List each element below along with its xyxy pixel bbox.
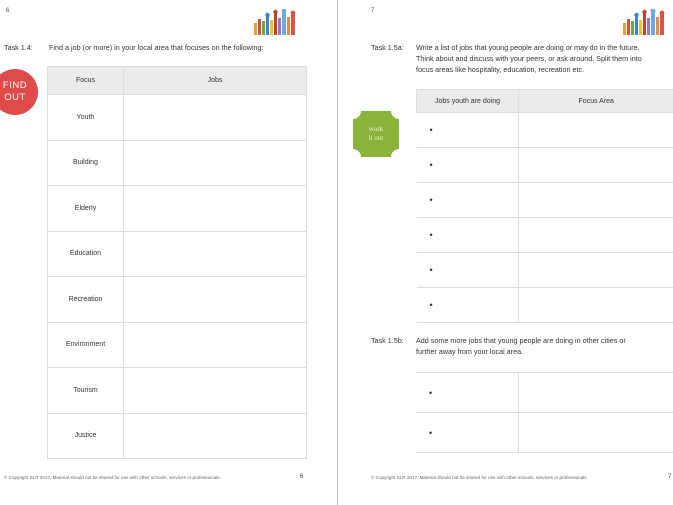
task-text-line-2: further away from your local area. (416, 347, 524, 356)
jobs-cell[interactable] (124, 95, 307, 141)
job-cell[interactable] (417, 113, 519, 148)
task-text-line-3: focus areas like hospitality, education, recreation etc. (416, 65, 585, 74)
table-row (417, 183, 673, 218)
bullet: • (429, 160, 433, 170)
focus-area-cell[interactable] (519, 148, 673, 183)
task-label: Task 1.5b: (371, 336, 404, 345)
focus-cell: Tourism (48, 368, 124, 414)
focus-cell: Youth (48, 95, 124, 141)
table-row (417, 218, 673, 253)
footer-page-number: 7 (668, 474, 672, 480)
table-row (417, 113, 673, 148)
find-out-badge (0, 69, 38, 115)
work-it-out-badge (353, 111, 399, 157)
table-row (417, 288, 673, 323)
focus-area-cell[interactable] (519, 218, 673, 253)
focus-cell: Education (48, 231, 124, 277)
job-cell[interactable] (417, 148, 519, 183)
raised-hands-logo-icon (252, 9, 298, 35)
table-row (48, 140, 307, 186)
badge-line-1: work (368, 125, 384, 133)
right-page (338, 0, 673, 505)
table-row (417, 253, 673, 288)
jobs-cell[interactable] (124, 322, 307, 368)
table-row (416, 413, 673, 453)
focus-area-cell[interactable] (518, 413, 673, 453)
badge-line-2: OUT (4, 92, 26, 103)
job-cell[interactable] (417, 218, 519, 253)
jobs-cell[interactable] (124, 231, 307, 277)
table-row (416, 373, 673, 413)
task-text-line-1: Write a list of jobs that young people are doing or may do in the future. (416, 43, 640, 52)
footer-page-number: 6 (300, 474, 304, 480)
focus-area-cell[interactable] (519, 253, 673, 288)
job-cell[interactable] (416, 373, 518, 413)
focus-cell: Justice (48, 413, 124, 459)
table-row (48, 231, 307, 277)
table-row (48, 413, 307, 459)
copyright-footer: © Copyright SLR 2017. Material should not be shared for use with other schools, services or professionals. (371, 475, 588, 480)
table-row (48, 277, 307, 323)
bullet: • (429, 125, 433, 135)
job-cell[interactable] (417, 183, 519, 218)
focus-area-cell[interactable] (519, 288, 673, 323)
task-text-line-1: Add some more jobs that young people are doing in other cities or (416, 336, 626, 345)
jobs-focus-table (416, 89, 673, 323)
jobs-cell[interactable] (124, 140, 307, 186)
column-header-focus: Focus (48, 67, 124, 95)
focus-jobs-table (47, 66, 307, 459)
page-number: 7 (371, 8, 375, 14)
copyright-footer: © Copyright SLR 2017. Material should not be shared for use with other schools, services or professionals. (4, 475, 221, 480)
raised-hands-logo-icon (621, 9, 667, 35)
jobs-cell[interactable] (124, 277, 307, 323)
focus-cell: Elderly (48, 186, 124, 232)
task-label: Task 1.5a: (371, 43, 404, 52)
table-row (48, 322, 307, 368)
bullet: • (429, 265, 433, 275)
table-row (48, 95, 307, 141)
job-cell[interactable] (417, 288, 519, 323)
jobs-cell[interactable] (124, 186, 307, 232)
column-header-jobs: Jobs youth are doing (417, 90, 519, 113)
badge-line-1: FIND (2, 80, 28, 91)
focus-cell: Building (48, 140, 124, 186)
badge-line-2: it out (368, 134, 384, 142)
focus-cell: Recreation (48, 277, 124, 323)
focus-area-cell[interactable] (519, 113, 673, 148)
bullet: • (429, 300, 433, 310)
page-number: 6 (6, 8, 10, 14)
more-jobs-table (416, 372, 673, 453)
bullet: • (429, 387, 433, 398)
job-cell[interactable] (417, 253, 519, 288)
table-row (48, 368, 307, 414)
focus-cell: Environment (48, 322, 124, 368)
job-cell[interactable] (416, 413, 518, 453)
task-text-line-2: Think about and discuss with your peers, or ask around. Split them into (416, 54, 642, 63)
column-header-jobs: Jobs (124, 67, 307, 95)
jobs-cell[interactable] (124, 368, 307, 414)
bullet: • (429, 427, 433, 438)
table-row (48, 186, 307, 232)
bullet: • (429, 230, 433, 240)
focus-area-cell[interactable] (519, 183, 673, 218)
jobs-cell[interactable] (124, 413, 307, 459)
table-row (417, 148, 673, 183)
focus-area-cell[interactable] (518, 373, 673, 413)
bullet: • (429, 195, 433, 205)
task-text: Find a job (or more) in your local area that focuses on the following: (49, 43, 264, 52)
column-header-focus-area: Focus Area (519, 90, 673, 113)
task-label: Task 1.4: (4, 43, 33, 52)
